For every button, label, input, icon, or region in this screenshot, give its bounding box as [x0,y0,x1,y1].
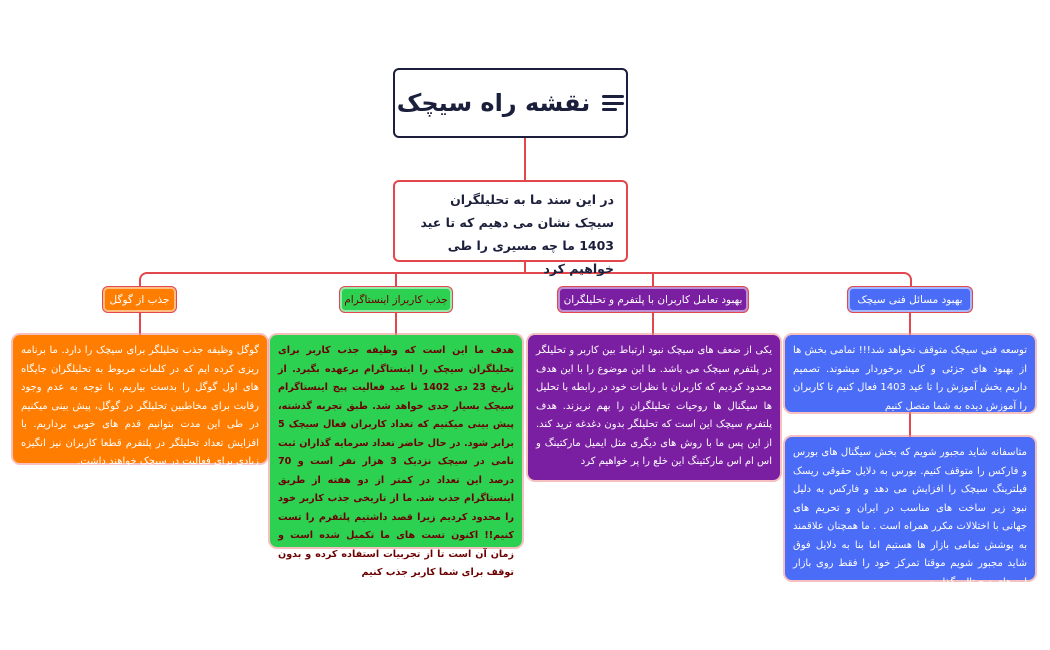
branch-label: جذب از گوگل [109,293,170,306]
signals-detail[interactable]: متاسفانه شاید مجبور شویم که بخش سیگنال های بورس و فارکس را متوقف کنیم. بورس به دلایل حقوقی ریسک فیلترینگ سیچک را افزایش می دهد و فارکس به دلیل نبود زیر ساخت های مناسب در ایران و تحریم های جهانی با اختلالات مکرر همراه است . ما همچنان علاقمند به پوشش تمامی بازار ها هستیم اما بنا به دلایل فوق شاید مجبور شویم موقتا تمرکز خود را فقط روی بازار ارز های دیجیتال بگذاریم [785,437,1035,580]
connector [139,311,141,335]
branch-label: بهبود مسائل فنی سیچک [857,293,963,306]
branch-instagram[interactable] [340,287,452,312]
connector [139,272,912,288]
branch-label: بهبود تعامل کاربران با پلتفرم و تحلیلگران [563,293,743,306]
root-node[interactable] [393,68,628,138]
technical-detail[interactable]: توسعه فنی سیچک متوقف نخواهد شد!!! تمامی بخش ها از بهبود های جزئی و کلی برخوردار میشوند. تصمیم داریم بخش آموزش را تا عید 1403 فعال کنیم تا کاربران را آموزش دیده به شما متصل کنیم [785,335,1035,412]
intro-node[interactable]: در این سند ما به تحلیلگران سیچک نشان می دهیم که تا عید 1403 ما چه مسیری را طی خواهیم کرد [393,180,628,262]
connector [909,311,911,335]
instagram-detail[interactable]: هدف ما این است که وظیفه جذب کاربر برای تحلیلگران سیچک را اینستاگرام برعهده بگیرد. از تاریخ 23 دی 1402 تا عید فعالیت پیج اینستاگرام سیچک بسیار جدی خواهد شد. طبق تجربه گذشته، پیش بینی میکنیم که تعداد کاربران فعال سیچک 5 برابر شود. در حال حاضر تعداد سرمایه گذاران ثبت نامی در سیچک نزدیک 3 هزار نفر است و 70 درصد این تعداد در کمتر از دو هفته از طریق اینستاگرام جذب شد. ما از تاریخی جذب کاربر خود را محدود کردیم زیرا قصد داشتیم پلتفرم را تست کنیم!! اکنون تست های ما تکمیل شده است و زمان آن است تا از تجربیات استفاده کرده و بدون توقف برای شما کاربر جذب کنیم [270,335,522,547]
connector [395,272,397,288]
branch-label: جذب کاربراز اینستاگرام [344,293,448,306]
branch-google[interactable] [103,287,176,312]
google-detail[interactable]: گوگل وظیفه جذب تحلیلگر برای سیچک را دارد. ما برنامه ریزی کرده ایم که در کلمات مربوط به تحلیلگران جایگاه های اول گوگل را بدست بیاریم. با توجه به عدم وجود رقابت برای مخاطبین تحلیلگر در گوگل، پیش بینی میکنیم در طی این مدت بتوانیم قدم های خوبی برداریم. با افزایش تعداد تحلیلگر در پلتفرم قطعا کاربران نیز انگیزه زیادی برای فعالیت در سیچک خواهند داشت. [13,335,267,463]
menu-lines-icon [602,95,624,111]
connector [395,311,397,335]
branch-technical[interactable] [848,287,972,312]
branch-engagement[interactable] [558,287,748,312]
map-title: نقشه راه سیچک [396,89,591,117]
connector [652,272,654,288]
connector [652,311,654,335]
engagement-detail[interactable]: یکی از ضعف های سیچک نبود ارتباط بین کاربر و تحلیلگر در پلتفرم سیچک می باشد. ما این موضوع را با این هدف محدود کردیم که کاربران با نظرات خود در رابطه با تحلیل ها سیگنال ها روحیات تحلیلگران را بهم نریزند. هدف پلتفرم سیچک این است که تحلیلگر بدون دغدغه ترید کند. از این پس ما با روش های دیگری مثل ایمیل مارکتینگ و اس ام اس مارکتینگ این خلع را پر خواهیم کرد [528,335,780,480]
connector [524,138,526,180]
